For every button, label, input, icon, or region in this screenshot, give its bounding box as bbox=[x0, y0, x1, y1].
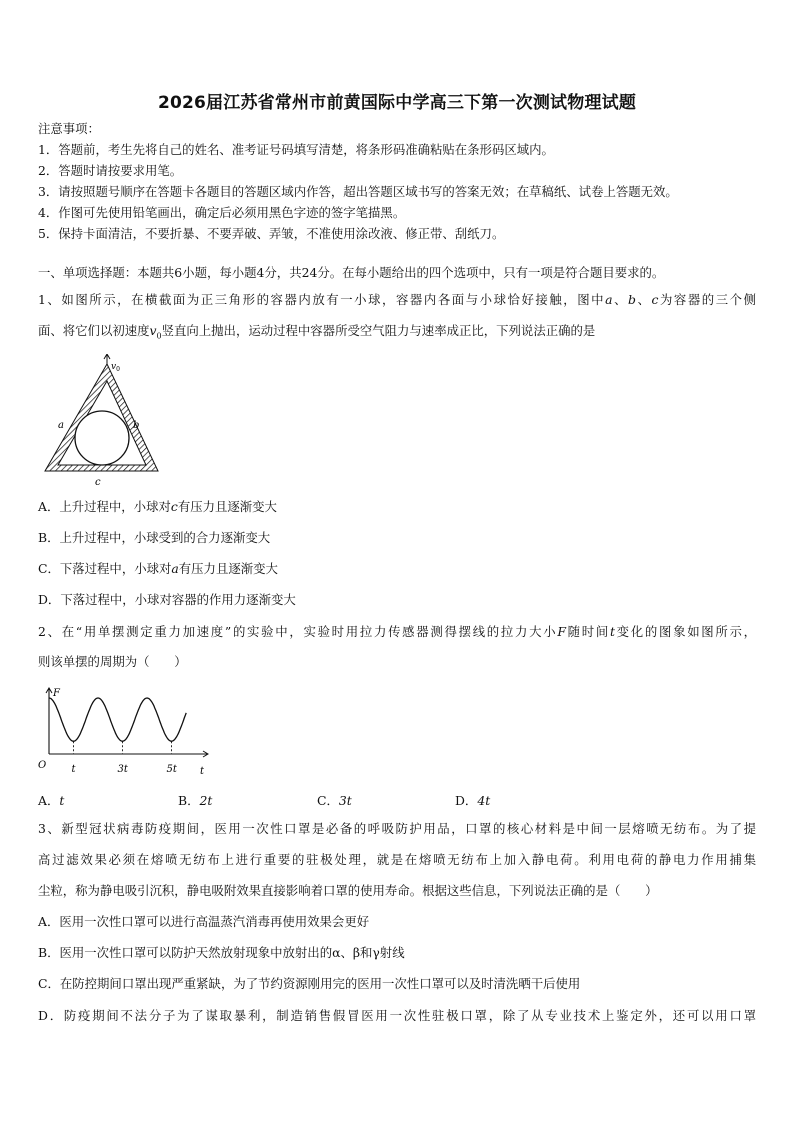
q3-option-a[interactable]: A．医用一次性口罩可以进行高温蒸汽消毒再使用效果会更好 bbox=[38, 914, 370, 929]
ball bbox=[75, 411, 129, 465]
chart-y-axis-label: F bbox=[53, 688, 60, 699]
chart-tick-label: 5t bbox=[166, 764, 177, 775]
q3-option-d[interactable]: D．防疫期间不法分子为了谋取暴利，制造销售假冒医用一次性驻极口罩，除了从专业技术上鉴定外，还可以用口罩 bbox=[38, 1008, 756, 1023]
q3-stem-line: 3、新型冠状病毒防疫期间，医用一次性口罩是必备的呼吸防护用品，口罩的核心材料是中间一层熔喷无纺布。为了提 bbox=[38, 821, 756, 836]
q2-option-d[interactable]: D．4t bbox=[455, 793, 491, 808]
notice-item: 1．答题前，考生先将自己的姓名、准考证号码填写清楚，将条形码准确粘贴在条形码区域内。 bbox=[38, 142, 554, 157]
q1-option-c[interactable]: C．下落过程中，小球对a有压力且逐渐变大 bbox=[38, 561, 278, 576]
notice-heading: 注意事项： bbox=[38, 121, 100, 136]
notice-item: 4．作图可先使用铅笔画出，确定后必须用黑色字迹的签字笔描黑。 bbox=[38, 205, 406, 220]
notice-item: 5．保持卡面清洁，不要折暴、不要弄破、弄皱，不准使用涂改液、修正带、刮纸刀。 bbox=[38, 226, 505, 241]
chart-series-line bbox=[49, 698, 186, 741]
q3-option-c[interactable]: C．在防控期间口罩出现严重紧缺，为了节约资源刚用完的医用一次性口罩可以及时清洗晒干后使用 bbox=[38, 976, 581, 991]
q2-force-time-chart bbox=[36, 684, 216, 780]
label-c: c bbox=[95, 477, 101, 488]
q1-triangle-figure bbox=[36, 354, 166, 490]
page-title: 2026届江苏省常州市前黄国际中学高三下第一次测试物理试题 bbox=[157, 93, 637, 113]
chart-tick-label: t bbox=[71, 764, 76, 775]
label-a: a bbox=[58, 420, 64, 431]
label-b: b bbox=[133, 420, 140, 431]
chart-x-axis-label: t bbox=[200, 766, 205, 777]
q1-option-a[interactable]: A．上升过程中，小球对c有压力且逐渐变大 bbox=[38, 499, 277, 514]
q2-stem-line2: 则该单摆的周期为（ ） bbox=[38, 654, 187, 669]
q2-option-a[interactable]: A．t bbox=[38, 793, 65, 808]
label-v0: $v_0$ bbox=[111, 362, 120, 373]
q3-stem-line: 高过滤效果必须在熔喷无纺布上进行重要的驻极处理，就是在熔喷无纺布上加入静电荷。利用电荷的静电力作用捕集 bbox=[38, 852, 756, 867]
notice-item: 2．答题时请按要求用笔。 bbox=[38, 163, 183, 178]
q2-option-b[interactable]: B．2t bbox=[178, 793, 213, 808]
chart-origin-label: O bbox=[38, 760, 47, 771]
notice-item: 3．请按照题号顺序在答题卡各题目的答题区域内作答，超出答题区域书写的答案无效；在草稿纸、试卷上答题无效。 bbox=[38, 184, 678, 199]
q3-stem-line: 尘粒，称为静电吸引沉积，静电吸附效果直接影响着口罩的使用寿命。根据这些信息，下列说法正确的是（ ） bbox=[38, 883, 658, 898]
q1-stem-line2: 面、将它们以初速度$v_0$竖直向上抛出，运动过程中容器所受空气阻力与速率成正比，下列说法正确的是 bbox=[38, 323, 596, 341]
q1-option-d[interactable]: D．下落过程中，小球对容器的作用力逐渐变大 bbox=[38, 592, 296, 607]
q1-stem-line1: 1、如图所示，在横截面为正三角形的容器内放有一小球，容器内各面与小球恰好接触，图中a、b、c为容器的三个侧 bbox=[38, 292, 757, 307]
q3-option-b[interactable]: B．医用一次性口罩可以防护天然放射现象中放射出的α、β和γ射线 bbox=[38, 945, 405, 960]
q1-option-b[interactable]: B．上升过程中，小球受到的合力逐渐变大 bbox=[38, 530, 271, 545]
q2-option-c[interactable]: C．3t bbox=[317, 793, 352, 808]
q2-stem-line1: 2、在“用单摆测定重力加速度”的实验中，实验时用拉力传感器测得摆线的拉力大小F随时间t变化的图象如图所示， bbox=[38, 624, 757, 639]
chart-tick-label: 3t bbox=[117, 764, 128, 775]
section-heading: 一、单项选择题：本题共6小题，每小题4分，共24分。在每小题给出的四个选项中，只有一项是符合题目要求的。 bbox=[38, 265, 665, 280]
